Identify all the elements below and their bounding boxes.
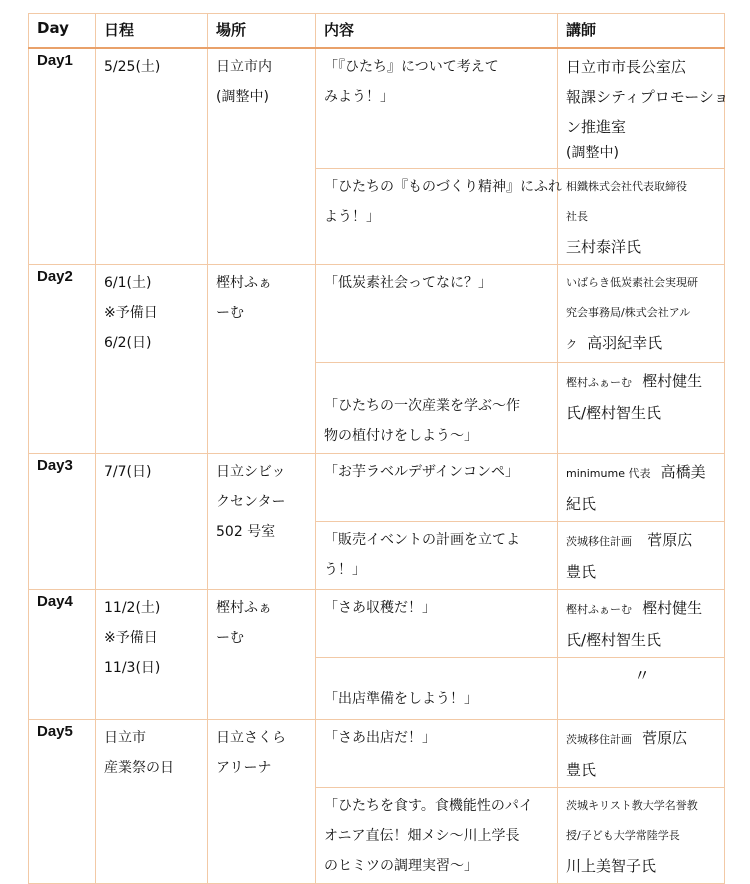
content-cell: 「販売イベントの計画を立てよ う！」 [316,521,558,589]
lecturer-cell: 相鐵株式会社代表取締役 社長 三村泰洋氏 [558,168,725,264]
content-cell: 「さあ収穫だ！」 [316,589,558,657]
date-cell: 日立市 産業祭の日 [96,719,208,883]
content-cell: 「『ひたち』について考えて みよう！」 [316,48,558,168]
table-row [29,264,725,362]
place-cell: 日立さくら アリーナ [208,719,316,883]
table-row [29,719,725,787]
table-row [29,453,725,521]
schedule-table [28,13,729,884]
table-row [29,589,725,657]
content-cell: 「ひたちを食す。食機能性のパイ オニア直伝！畑メシ～川上学長 のヒミツの調理実習～」 [316,787,558,883]
lecturer-cell: 茨城移住計画 菅原広 豊氏 [558,521,725,589]
ditto-mark: 〃 [558,657,725,719]
lecturer-cell: minimume 代表 高橋美 紀氏 [558,453,725,521]
header-content: 内容 [316,14,558,49]
day-label: Day1 [29,48,96,264]
lecturer-cell: 茨城キリスト教大学名誉教 授/子ども大学常陸学長 川上美智子氏 [558,787,725,883]
header-date: 日程 [96,14,208,49]
day-label: Day5 [29,719,96,883]
date-cell: 5/25(土) [96,48,208,264]
place-cell: 樫村ふぁ ーむ [208,589,316,719]
date-cell: 6/1(土) ※予備日 6/2(日) [96,264,208,453]
date-cell: 7/7(日) [96,453,208,589]
header-place: 場所 [208,14,316,49]
lecturer-cell: 樫村ふぁーむ 樫村健生 氏/樫村智生氏 [558,362,725,453]
header-lecturer: 講師 [558,14,725,49]
place-cell: 樫村ふぁ ーむ [208,264,316,453]
content-cell: 「ひたちの一次産業を学ぶ～作 物の植付けをしよう～」 [316,362,558,453]
header-row [29,14,725,49]
content-cell: 「低炭素社会ってなに？」 [316,264,558,362]
content-cell: 「出店準備をしよう！」 [316,657,558,719]
lecturer-cell: 日立市市長公室広 報課シティプロモーショ ン推進室 (調整中) [558,48,725,168]
place-cell: 日立市内 (調整中) [208,48,316,264]
lecturer-cell: 樫村ふぁーむ 樫村健生 氏/樫村智生氏 [558,589,725,657]
day-label: Day4 [29,589,96,719]
lecturer-cell: いばらき低炭素社会実現研 究会事務局/株式会社アル ク 高羽紀幸氏 [558,264,725,362]
header-day: Day [29,14,96,49]
content-cell: 「お芋ラベルデザインコンペ」 [316,453,558,521]
day-label: Day3 [29,453,96,589]
table-row [29,48,725,168]
date-cell: 11/2(土) ※予備日 11/3(日) [96,589,208,719]
content-cell: 「ひたちの『ものづくり精神』にふれ よう！」 [316,168,558,264]
content-cell: 「さあ出店だ！」 [316,719,558,787]
place-cell: 日立シビッ クセンター 502 号室 [208,453,316,589]
lecturer-cell: 茨城移住計画 菅原広 豊氏 [558,719,725,787]
day-label: Day2 [29,264,96,453]
